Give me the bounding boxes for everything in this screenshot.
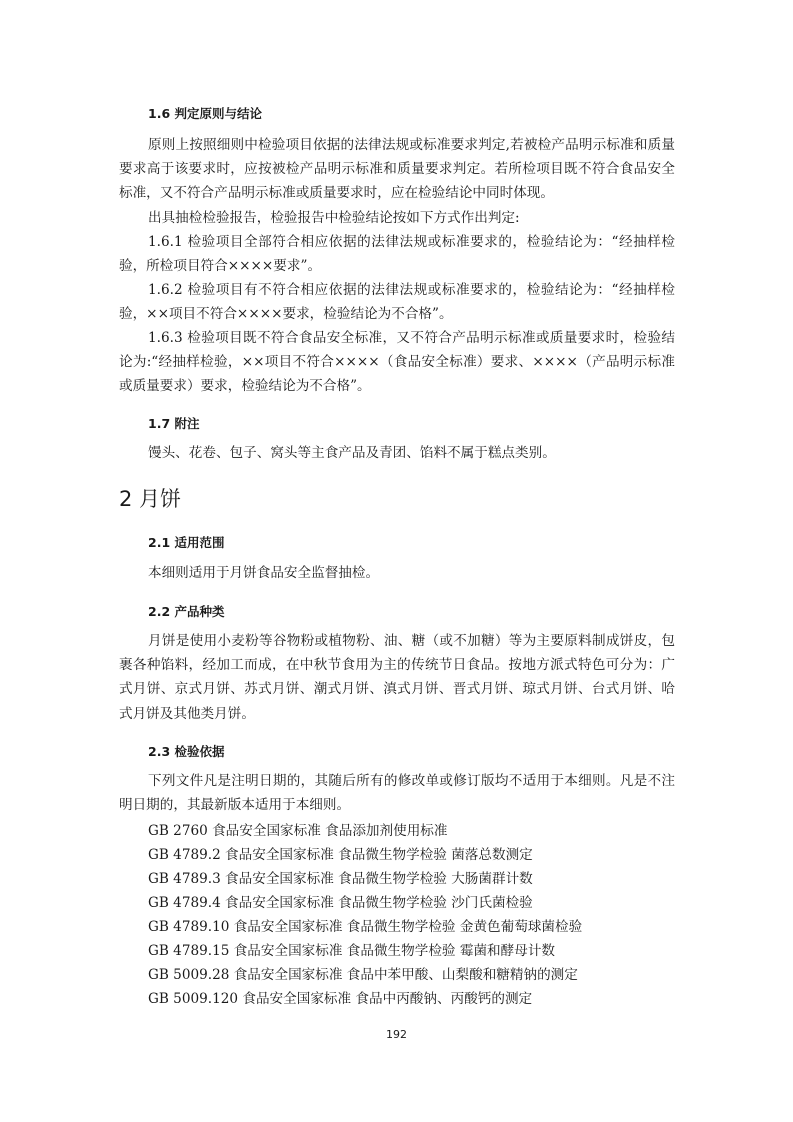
- paragraph-product-types: 月饼是使用小麦粉等谷物粉或植物粉、油、糖（或不加糖）等为主要原料制成饼皮，包裹各种馅料，经加工而成，在中秋节食用为主的传统节日食品。按地方派式特色可分为：广式月饼、京式月饼、苏式月饼、潮式月饼、滇式月饼、晋式月饼、琼式月饼、台式月饼、哈式月饼及其他类月饼。: [119, 633, 675, 722]
- paragraph-inspection-basis: 下列文件凡是注明日期的，其随后所有的修改单或修订版均不适用于本细则。凡是不注明日期的，其最新版本适用于本细则。: [119, 773, 675, 814]
- paragraph-item-1-6-3: 1.6.3 检验项目既不符合食品安全标准，又不符合产品明示标准或质量要求时，检验结论为:“经抽样检验，××项目不符合××××（食品安全标准）要求、××××（产品明示标准或质量要求）要求，检验结论为不合格”。: [119, 330, 675, 395]
- standard-line: GB 5009.28 食品安全国家标准 食品中苯甲酸、山梨酸和糖精钠的测定: [148, 967, 578, 983]
- standard-line: GB 4789.3 食品安全国家标准 食品微生物学检验 大肠菌群计数: [148, 871, 533, 887]
- standard-line: GB 4789.15 食品安全国家标准 食品微生物学检验 霉菌和酵母计数: [148, 943, 556, 959]
- paragraph-note: 馒头、花卷、包子、窝头等主食产品及青团、馅料不属于糕点类别。: [148, 445, 556, 461]
- page-number: 192: [386, 1028, 407, 1041]
- section-heading-1-7: 1.7 附注: [148, 416, 200, 431]
- standard-line: GB 2760 食品安全国家标准 食品添加剂使用标准: [148, 823, 448, 839]
- section-heading-2-3: 2.3 检验依据: [148, 744, 225, 759]
- paragraph-item-1-6-2: 1.6.2 检验项目有不符合相应依据的法律法规或标准要求的，检验结论为：“经抽样检验，××项目不符合××××要求，检验结论为不合格”。: [119, 282, 675, 323]
- section-heading-1-6: 1.6 判定原则与结论: [148, 106, 262, 121]
- paragraph-scope: 本细则适用于月饼食品安全监督抽检。: [148, 565, 380, 581]
- section-heading-2-1: 2.1 适用范围: [148, 535, 225, 550]
- standard-line: GB 4789.2 食品安全国家标准 食品微生物学检验 菌落总数测定: [148, 847, 533, 863]
- section-heading-2-2: 2.2 产品种类: [148, 604, 225, 619]
- standard-line: GB 4789.4 食品安全国家标准 食品微生物学检验 沙门氏菌检验: [148, 895, 533, 911]
- standard-line: GB 4789.10 食品安全国家标准 食品微生物学检验 金黄色葡萄球菌检验: [148, 919, 583, 935]
- paragraph-judgement-principle: 原则上按照细则中检验项目依据的法律法规或标准要求判定,若被检产品明示标准和质量要求高于该要求时，应按被检产品明示标准和质量要求判定。若所检项目既不符合食品安全标准，又不符合产品明示标准或质量要求时，应在检验结论中同时体现。: [119, 137, 675, 202]
- chapter-heading-2: 2 月饼: [119, 487, 182, 511]
- paragraph-report-conclusion: 出具抽检检验报告，检验报告中检验结论按如下方式作出判定:: [148, 210, 520, 226]
- paragraph-item-1-6-1: 1.6.1 检验项目全部符合相应依据的法律法规或标准要求的，检验结论为：“经抽样检验，所检项目符合××××要求”。: [119, 234, 675, 275]
- standard-line: GB 5009.120 食品安全国家标准 食品中丙酸钠、丙酸钙的测定: [148, 991, 533, 1007]
